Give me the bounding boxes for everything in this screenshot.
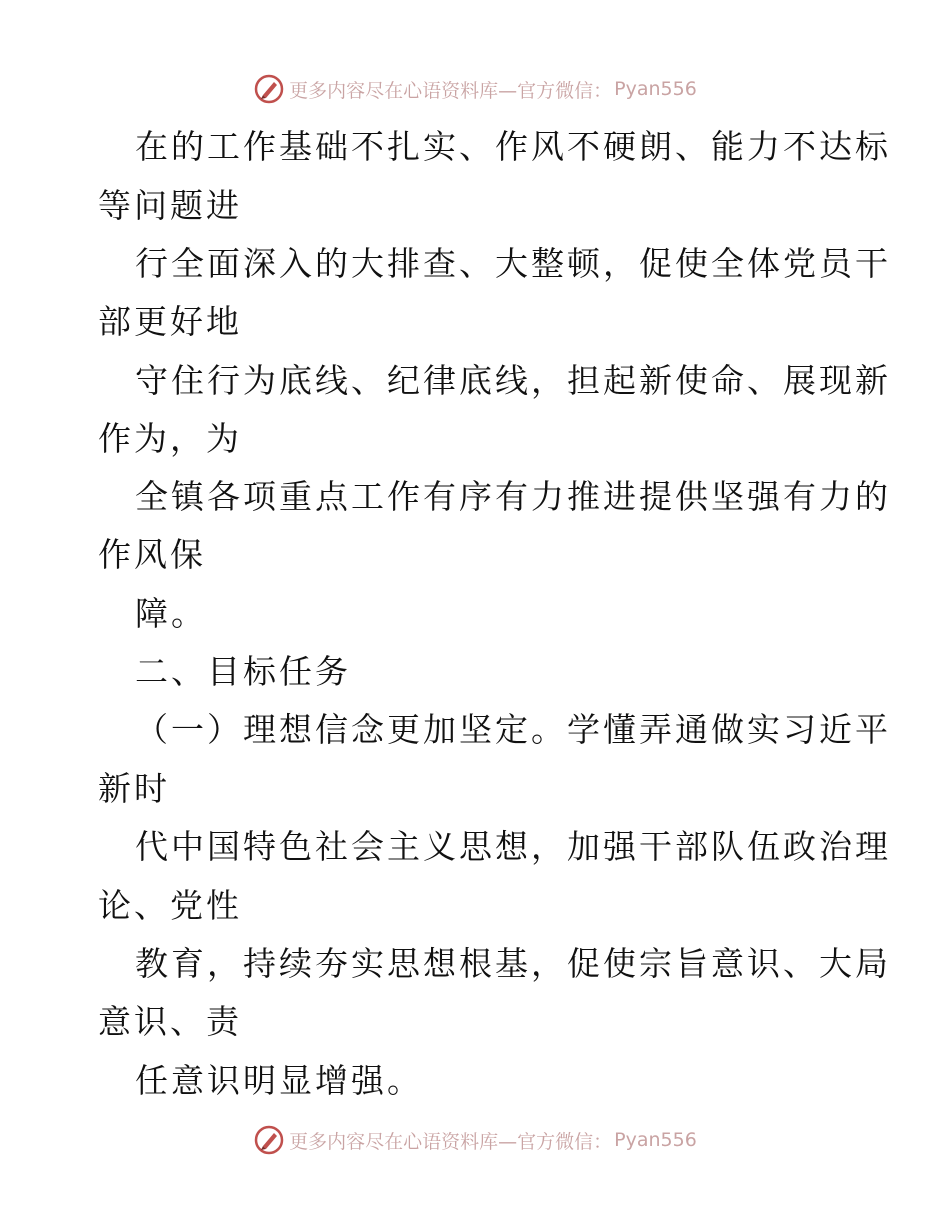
text-line: 部更好地 <box>98 302 242 341</box>
watermark-wechat-id: Pyan556 <box>614 1129 697 1151</box>
text-line: 代中国特色社会主义思想，加强干部队伍政治理 <box>135 827 891 866</box>
text-line: 新时 <box>98 769 170 808</box>
text-line: 守住行为底线、纪律底线，担起新使命、展现新 <box>135 361 891 400</box>
section-heading: 二、目标任务 <box>135 652 351 691</box>
text-line: 行全面深入的大排查、大整顿，促使全体党员干 <box>135 244 891 283</box>
pen-logo-icon <box>253 1124 285 1156</box>
text-line: 论、党性 <box>98 886 242 925</box>
watermark-footer <box>0 1123 950 1157</box>
text-line: 等问题进 <box>98 186 242 225</box>
text-line: 全镇各项重点工作有序有力推进提供坚强有力的 <box>135 477 891 516</box>
text-line: 意识、责 <box>98 1002 242 1041</box>
watermark-text: 更多内容尽在心语资料库—官方微信： <box>289 1130 613 1153</box>
text-line: 障。 <box>135 594 207 633</box>
text-line: 任意识明显增强。 <box>135 1061 423 1100</box>
text-line: 作为，为 <box>98 419 242 458</box>
watermark-text: 更多内容尽在心语资料库—官方微信： <box>289 79 613 102</box>
text-line: 在的工作基础不扎实、作风不硬朗、能力不达标 <box>135 127 891 166</box>
text-line: 作风保 <box>98 535 206 574</box>
watermark-wechat-id: Pyan556 <box>614 78 697 100</box>
text-line: 教育，持续夯实思想根基，促使宗旨意识、大局 <box>135 944 891 983</box>
text-line: （一）理想信念更加坚定。学懂弄通做实习近平 <box>135 710 891 749</box>
